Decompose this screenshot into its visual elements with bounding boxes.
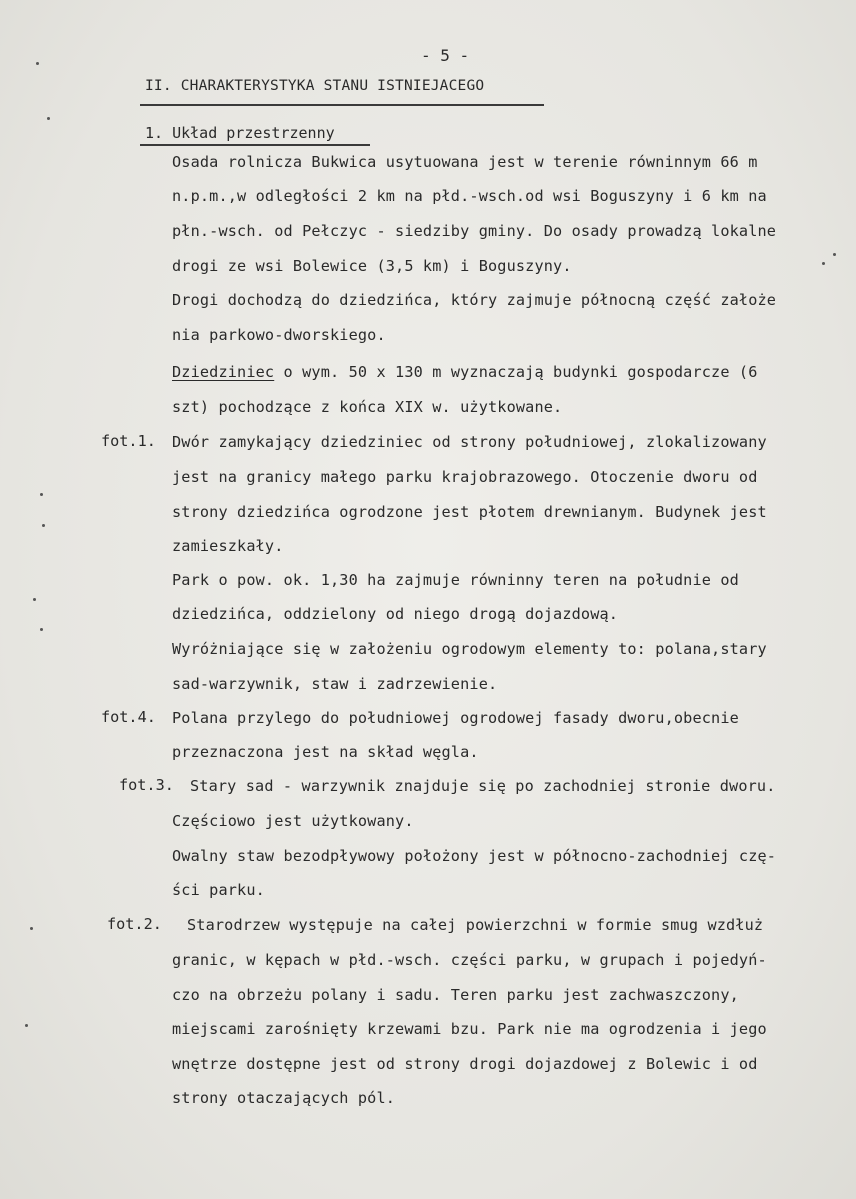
body-line: nia parkowo-dworskiego. xyxy=(172,326,386,344)
scan-speck xyxy=(822,262,825,265)
body-line: sad-warzywnik, staw i zadrzewienie. xyxy=(172,675,498,693)
body-line: Osada rolnicza Bukwica usytuowana jest w terenie równinnym 66 m xyxy=(172,153,758,171)
underlined-term: Dziedziniec xyxy=(172,363,275,381)
body-line: dziedzińca, oddzielony od niego drogą dojazdową. xyxy=(172,605,619,623)
scan-speck xyxy=(36,62,39,65)
body-line: Wyróżniające się w założeniu ogrodowym elementy to: polana,stary xyxy=(172,640,767,658)
body-line: ści parku. xyxy=(172,881,265,899)
body-line: Polana przylego do południowej ogrodowej fasady dworu,obecnie xyxy=(172,709,739,727)
body-line: Park o pow. ok. 1,30 ha zajmuje równinny teren na południe od xyxy=(172,571,739,589)
body-line: granic, w kępach w płd.-wsch. części parku, w grupach i pojedyń- xyxy=(172,951,767,969)
photo-reference: fot.1. xyxy=(101,432,156,450)
scan-speck xyxy=(33,598,36,601)
photo-reference: fot.2. xyxy=(107,915,162,933)
body-line: miejscami zarośnięty krzewami bzu. Park nie ma ogrodzenia i jego xyxy=(172,1020,767,1038)
body-line: strony otaczających pól. xyxy=(172,1089,396,1107)
body-line: strony dziedzińca ogrodzone jest płotem drewnianym. Budynek jest xyxy=(172,503,767,521)
body-line: Częściowo jest użytkowany. xyxy=(172,812,414,830)
body-line: Drogi dochodzą do dziedzińca, który zajmuje północną część założe xyxy=(172,291,777,309)
body-line: Starodrzew występuje na całej powierzchni w formie smug wzdłuż xyxy=(187,916,764,934)
body-line: Stary sad - warzywnik znajduje się po zachodniej stronie dworu. xyxy=(190,777,776,795)
scan-speck xyxy=(47,117,50,120)
body-line xyxy=(172,362,758,382)
section-title-underline xyxy=(140,104,544,106)
body-line: czo na obrzeżu polany i sadu. Teren parku jest zachwaszczony, xyxy=(172,986,739,1004)
page-number: - 5 - xyxy=(421,46,470,65)
photo-reference: fot.4. xyxy=(101,708,156,726)
body-line: zamieszkały. xyxy=(172,537,284,555)
section-title: II. CHARAKTERYSTYKA STANU ISTNIEJACEGO xyxy=(145,78,485,94)
body-line: wnętrze dostępne jest od strony drogi dojazdowej z Bolewic i od xyxy=(172,1055,758,1073)
scan-speck xyxy=(42,524,45,527)
scan-speck xyxy=(25,1024,28,1027)
scan-speck xyxy=(40,628,43,631)
body-line-rest: o wym. 50 x 130 m wyznaczają budynki gospodarcze (6 xyxy=(274,363,758,381)
body-line: jest na granicy małego parku krajobrazowego. Otoczenie dworu od xyxy=(172,468,758,486)
scan-speck xyxy=(30,927,33,930)
body-line: szt) pochodzące z końca XIX w. użytkowane. xyxy=(172,398,563,416)
body-line: n.p.m.,w odległości 2 km na płd.-wsch.od wsi Boguszyny i 6 km na xyxy=(172,187,767,205)
subsection-title: 1. Układ przestrzenny xyxy=(145,124,335,142)
scan-speck xyxy=(40,493,43,496)
body-line: drogi ze wsi Bolewice (3,5 km) i Boguszyny. xyxy=(172,257,572,275)
subsection-title-underline xyxy=(140,144,370,146)
body-line: płn.-wsch. od Pełczyc - siedziby gminy. Do osady prowadzą lokalne xyxy=(172,222,777,240)
body-line: przeznaczona jest na skład węgla. xyxy=(172,743,479,761)
photo-reference: fot.3. xyxy=(119,776,174,794)
scan-speck xyxy=(833,253,836,256)
body-line: Dwór zamykający dziedziniec od strony południowej, zlokalizowany xyxy=(172,433,767,451)
body-line: Owalny staw bezodpływowy położony jest w północno-zachodniej czę- xyxy=(172,847,777,865)
